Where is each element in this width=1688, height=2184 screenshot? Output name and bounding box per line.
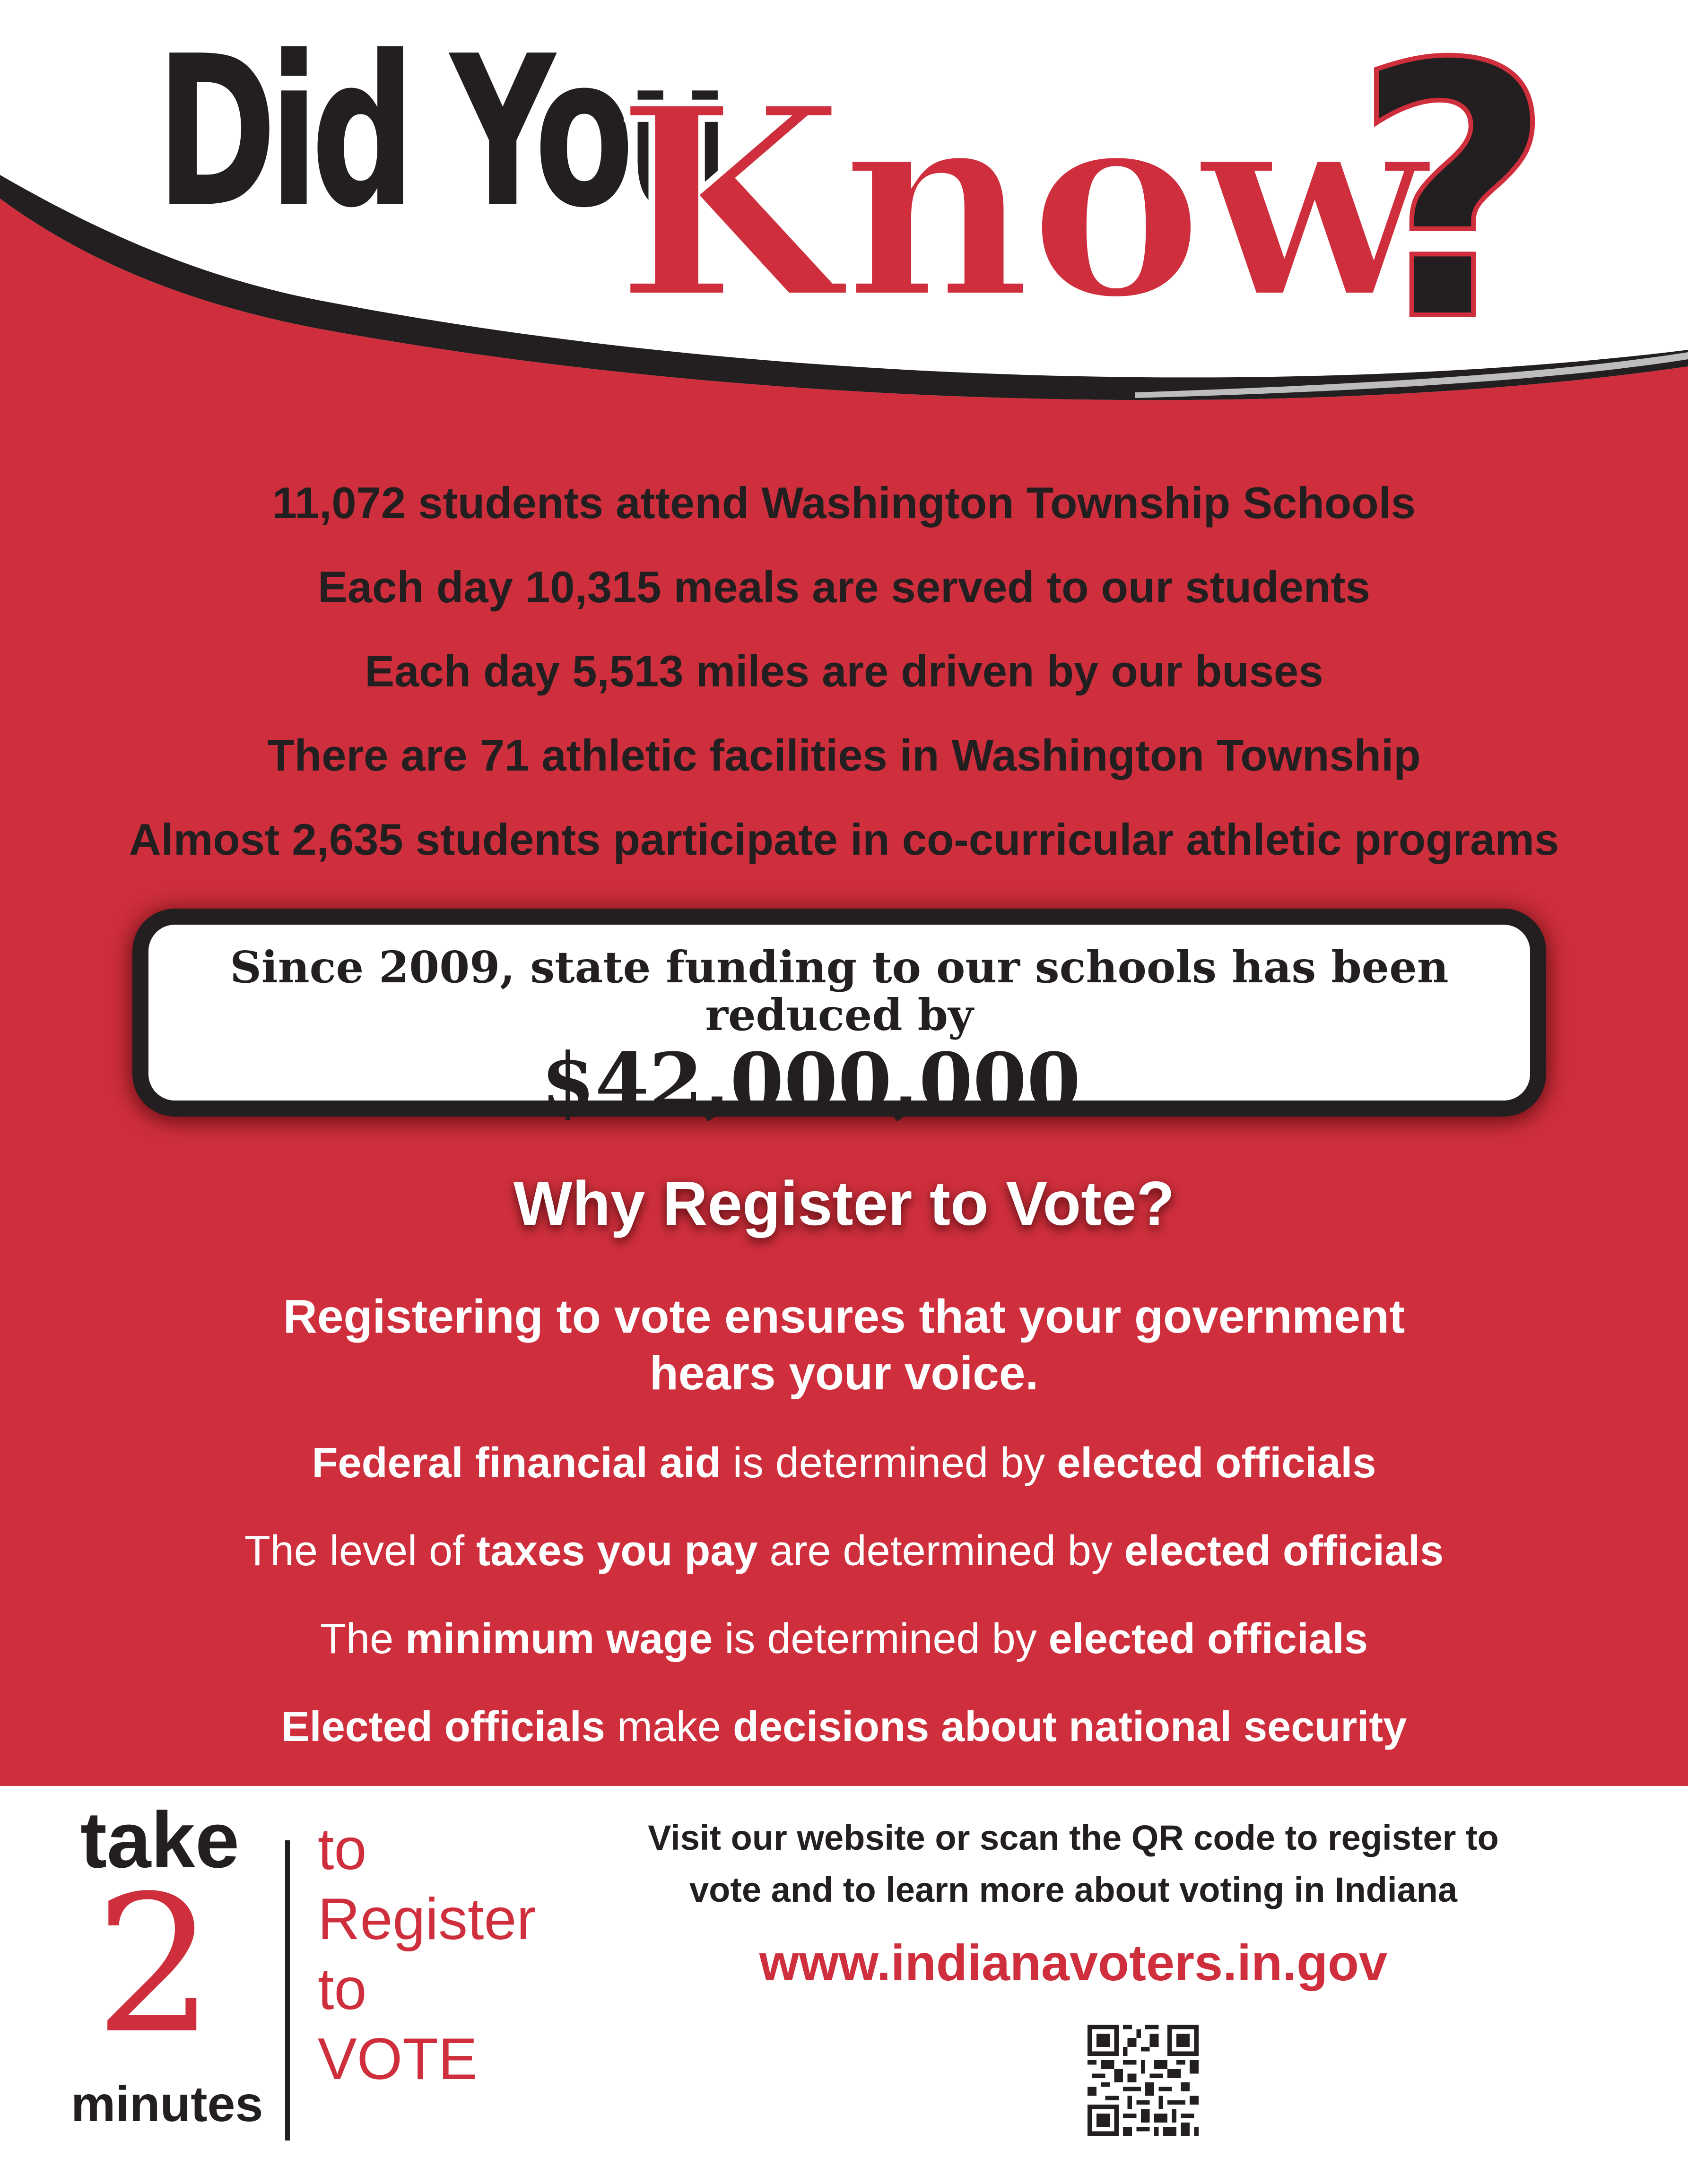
register-line-4: VOTE <box>318 2027 478 2092</box>
headline <box>0 0 1688 425</box>
visit-instructions <box>615 1812 1532 1916</box>
vertical-divider <box>285 1840 290 2141</box>
reasons-list <box>0 1435 1688 1786</box>
visit-line-2: vote and to learn more about voting in Indiana <box>689 1870 1458 1909</box>
reason-taxes: The level of taxes you pay are determined by elected officials <box>244 1527 1444 1575</box>
fact-meals: Each day 10,315 meals are served to our students <box>318 562 1370 612</box>
intro-line-1: Registering to vote ensures that your government <box>283 1290 1405 1343</box>
funding-amount: $42,000,000 <box>541 1036 1081 1127</box>
qr-code-icon[interactable] <box>1088 2025 1199 2136</box>
fact-athletes: Almost 2,635 students participate in co-curricular athletic programs <box>129 815 1559 864</box>
register-line-2: Register <box>318 1887 536 1952</box>
register-to-vote-text <box>318 1814 536 2094</box>
register-line-1: to <box>318 1817 367 1882</box>
why-register-intro <box>165 1288 1523 1402</box>
why-register-heading: Why Register to Vote? <box>513 1169 1175 1238</box>
two-number: 2 <box>95 1855 215 2075</box>
register-line-3: to <box>318 1957 367 2022</box>
reason-minimum-wage: The minimum wage is determined by elected officials <box>320 1615 1368 1663</box>
headline-question-mark: ? <box>1352 0 1556 398</box>
funding-text: Since 2009, state funding to our schools has been reduced by <box>230 942 1449 1041</box>
take-word: take <box>80 1795 240 1884</box>
fact-miles: Each day 5,513 miles are driven by our buses <box>365 646 1323 696</box>
headline-did-you: Did You <box>156 11 722 253</box>
footer-section <box>0 1786 1688 2184</box>
headline-know: Know <box>615 48 1423 359</box>
facts-list <box>0 468 1688 889</box>
funding-callout-box <box>132 909 1546 1127</box>
intro-line-2: hears your voice. <box>649 1347 1039 1400</box>
fact-athletic-facilities: There are 71 athletic facilities in Washington Township <box>267 730 1421 780</box>
reason-national-security: Elected officials make decisions about national security <box>281 1703 1407 1751</box>
reason-financial-aid: Federal financial aid is determined by elected officials <box>312 1439 1376 1487</box>
minutes-word: minutes <box>71 2076 263 2132</box>
website-link[interactable]: www.indianavoters.in.gov <box>759 1934 1388 1991</box>
visit-line-1: Visit our website or scan the QR code to register to <box>648 1818 1499 1857</box>
fact-students: 11,072 students attend Washington Township Schools <box>272 478 1416 528</box>
